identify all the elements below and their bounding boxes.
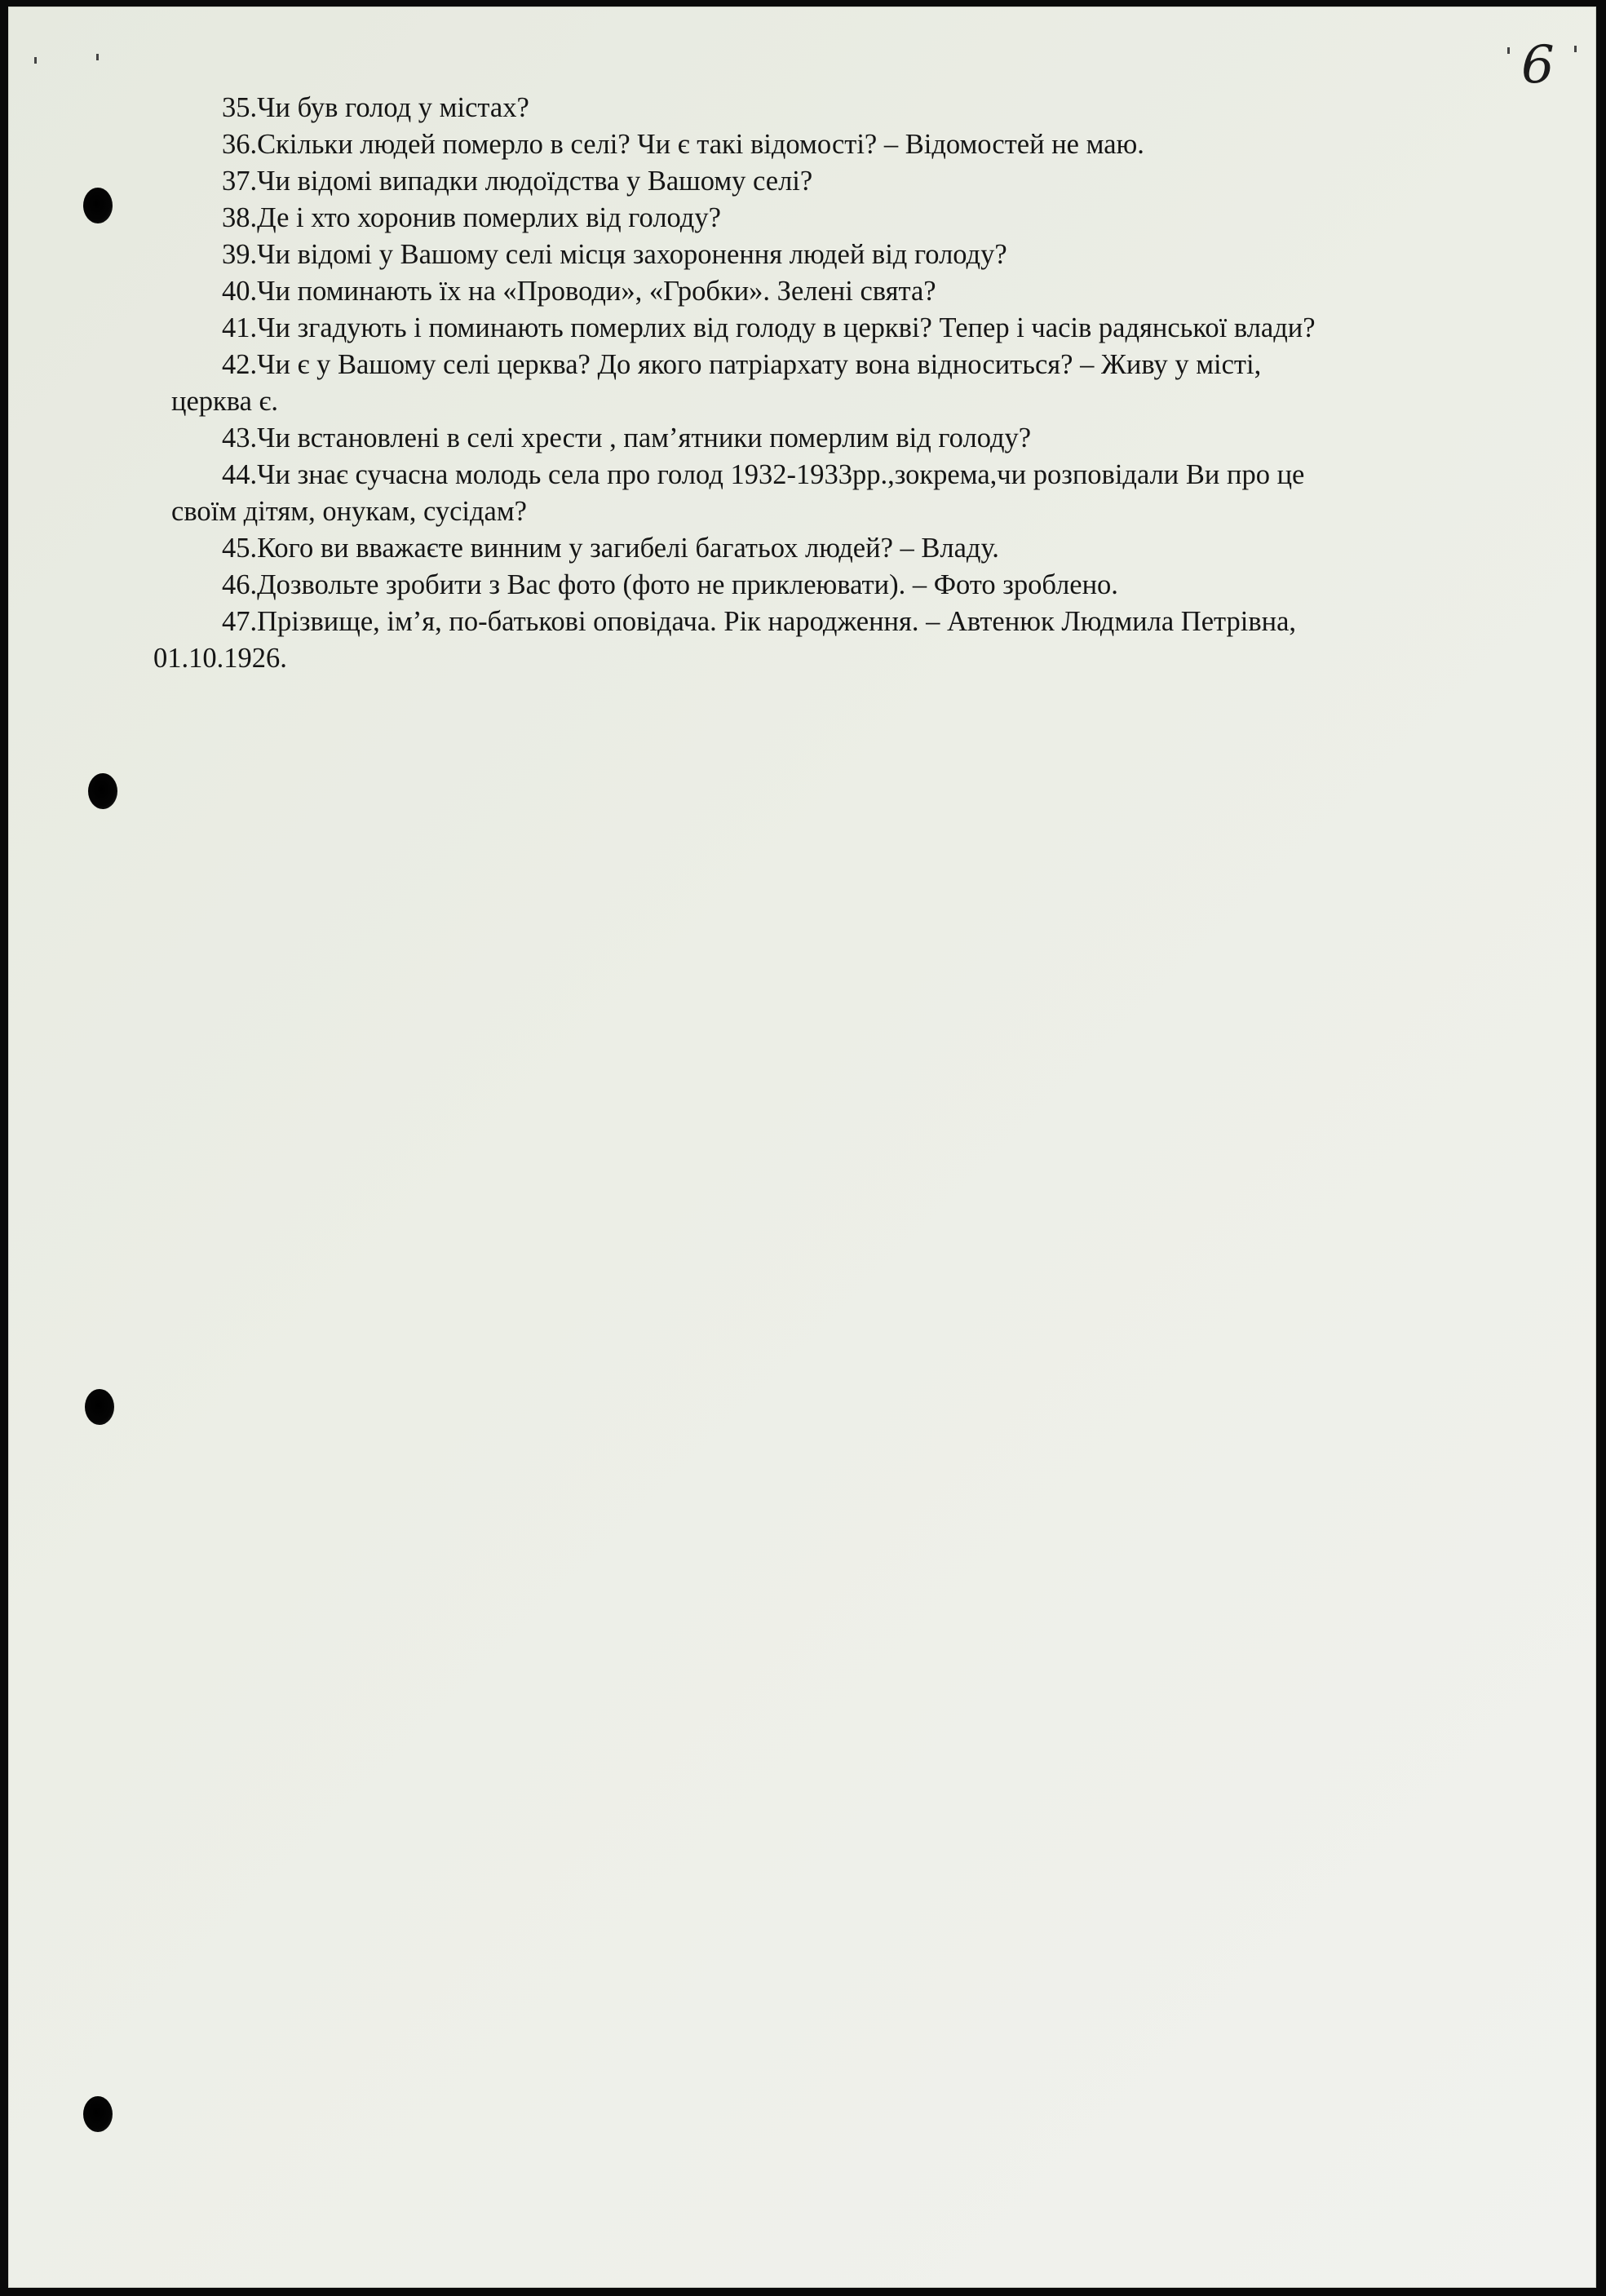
question-text: 45.Кого ви вважаєте винним у загибелі багатьох людей? – Владу. (222, 533, 999, 564)
question-text: 41.Чи згадують і поминають померлих від голоду в церкві? Тепер і часів радянської влади? (222, 312, 1316, 343)
scan-mark (34, 57, 37, 64)
question-text: 37.Чи відомі випадки людоїдства у Вашому селі? (222, 166, 813, 197)
question-text: 44.Чи знає сучасна молодь села про голод 1932-1933рр.,зокрема,чи розповідали Ви про це (222, 459, 1305, 490)
handwritten-page-number: 6 (1521, 35, 1555, 95)
question-text: 46.Дозвольте зробити з Вас фото (фото не приклеювати). – Фото зроблено. (222, 569, 1118, 600)
question-text: 47.Прізвище, ім’я, по-батькові оповідача. Рік народження. – Автенюк Людмила Петрівна, (222, 606, 1297, 637)
punch-hole (85, 1389, 114, 1425)
question-text: 40.Чи поминають їх на «Проводи», «Гробки». Зелені свята? (222, 276, 936, 307)
question-text: 38.Де і хто хоронив померлих від голоду? (222, 202, 721, 233)
punch-hole (88, 773, 117, 809)
question-text: 36.Скільки людей померло в селі? Чи є такі відомості? – Відомостей не маю. (222, 129, 1144, 160)
question-text: 39.Чи відомі у Вашому селі місця захоронення людей від голоду? (222, 239, 1007, 270)
question-item (171, 310, 1493, 347)
questionnaire-text (153, 90, 1493, 677)
question-item (171, 163, 1493, 200)
answer-continuation: своїм дітям, онукам, сусідам? (171, 496, 527, 527)
question-text: 42.Чи є у Вашому селі церква? До якого патріархату вона відноситься? – Живу у місті, (222, 349, 1262, 380)
question-item (171, 237, 1493, 273)
answer-continuation: церква є. (171, 386, 278, 417)
scan-mark (96, 54, 99, 60)
answer-continuation: 01.10.1926. (153, 643, 287, 674)
question-item (171, 347, 1493, 420)
scan-mark (1574, 46, 1577, 52)
question-item (171, 273, 1493, 310)
question-item (171, 530, 1493, 567)
paper-sheet (8, 7, 1596, 2288)
question-text: 43.Чи встановлені в селі хрести , пам’ятники померлим від голоду? (222, 422, 1032, 453)
punch-hole (83, 2096, 113, 2132)
question-item (171, 567, 1493, 604)
question-item (153, 604, 1493, 677)
scan-mark (1507, 47, 1510, 54)
question-item (171, 420, 1493, 457)
question-item (171, 457, 1493, 530)
question-item (171, 90, 1493, 126)
question-item (171, 200, 1493, 237)
punch-hole (83, 188, 113, 223)
question-item (171, 126, 1493, 163)
question-text: 35.Чи був голод у містах? (222, 92, 529, 123)
